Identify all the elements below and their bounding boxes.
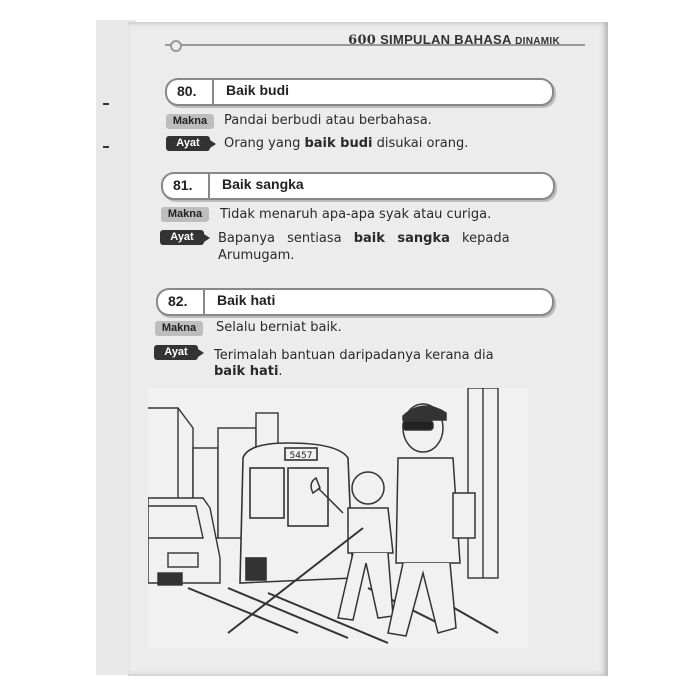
entry-phrase: Baik sangka [222,176,304,192]
sentence-text: Bapanya sentiasa [218,231,354,246]
entry-header-bar [165,78,554,106]
ayat-label: Ayat [160,230,204,245]
left-page-mark [103,146,109,148]
entry-sentence [218,231,510,246]
header-subtitle: DINAMIK [515,36,560,47]
entry-divider [208,172,210,198]
ayat-label: Ayat [166,136,210,151]
sentence-text: Orang yang [224,136,305,151]
sentence-keyword: baik hati [214,364,279,379]
makna-label: Makna [166,114,214,129]
entry-phrase: Baik hati [217,292,276,308]
sentence-text: . [278,364,283,379]
header-title: SIMPULAN BAHASA [380,32,512,47]
sentence-keyword: baik budi [304,136,373,151]
entry-meaning: Pandai berbudi atau berbahasa. [224,113,432,128]
sentence-text: disukai orang. [372,136,469,151]
entry-sentence: Terimalah bantuan daripadanya kerana dia [214,348,494,363]
bus [240,443,353,583]
page-header [348,32,560,48]
entry-meaning: Tidak menaruh apa-apa syak atau curiga. [220,207,492,222]
entry-phrase: Baik budi [226,82,290,98]
sentence-keyword: baik sangka [353,231,450,246]
entry-number: 81. [173,177,193,193]
header-ornament [170,40,182,52]
entry-number: 80. [177,83,197,99]
entry-header-bar [156,288,554,316]
entry-meaning: Selalu berniat baik. [216,320,342,335]
entry-sentence-line2: Arumugam. [218,248,295,263]
makna-label: Makna [155,321,203,336]
makna-label: Makna [161,207,209,222]
entry-divider [212,78,214,104]
entry-number: 82. [168,293,188,309]
ayat-label: Ayat [154,345,198,360]
left-page-mark [103,103,109,105]
entry-divider [203,288,205,314]
entry-sentence [224,136,468,151]
entry-sentence-line2 [214,364,283,379]
bus-number: 5457 [289,451,313,461]
illustration-blind-man-crossing [148,388,528,648]
entry-header-bar [161,172,555,200]
sentence-text: kepada [449,231,510,246]
header-number: 600 [348,33,377,48]
car [148,498,220,585]
